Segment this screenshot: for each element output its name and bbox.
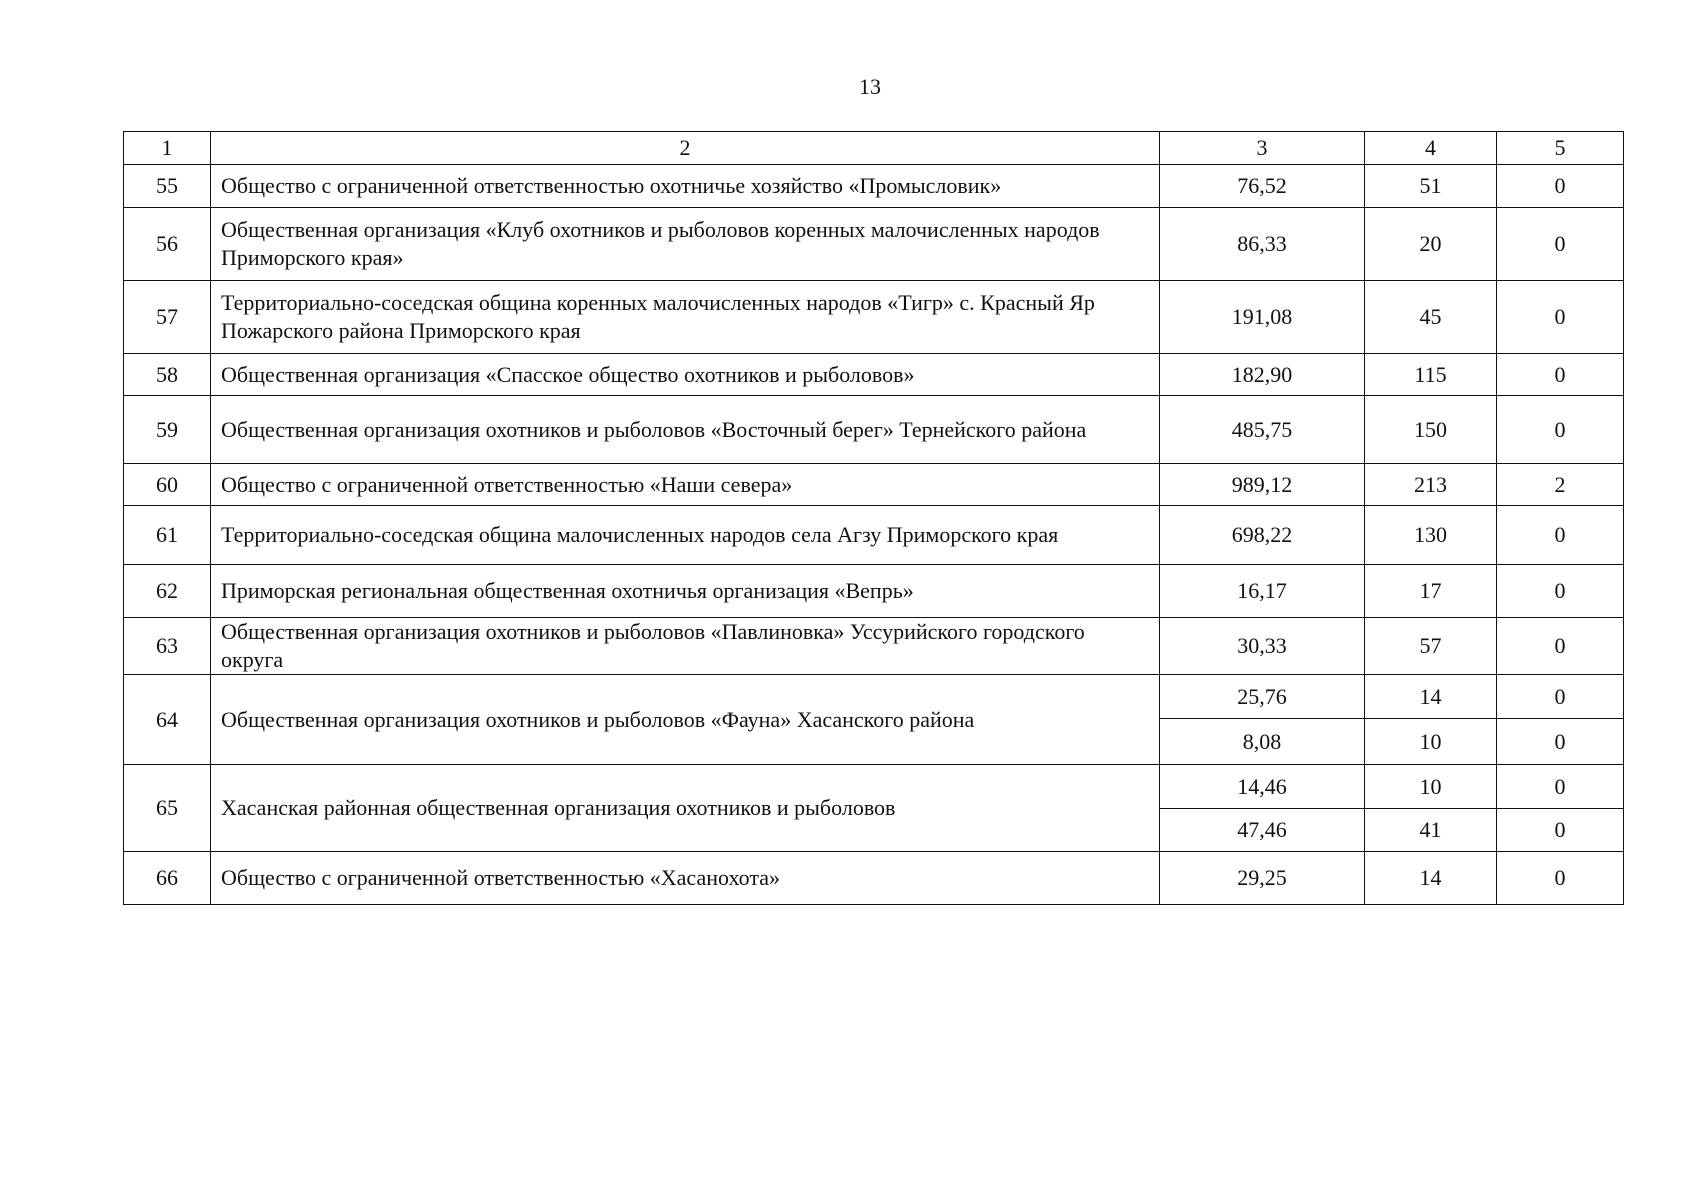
organization-name: Общественная организация охотников и рыболовов «Восточный берег» Тернейского района	[211, 396, 1160, 464]
row-number: 61	[124, 506, 211, 565]
table-row	[124, 675, 1624, 719]
area-value: 25,76	[1160, 675, 1365, 719]
table-row	[124, 396, 1624, 464]
col5-value: 0	[1497, 565, 1624, 618]
col5-value: 0	[1497, 809, 1624, 852]
row-number: 59	[124, 396, 211, 464]
row-number: 62	[124, 565, 211, 618]
count-value: 17	[1365, 565, 1497, 618]
row-number: 57	[124, 281, 211, 354]
count-value: 10	[1365, 719, 1497, 765]
col5-value: 0	[1497, 765, 1624, 809]
area-value: 14,46	[1160, 765, 1365, 809]
organization-name: Общество с ограниченной ответственностью «Наши севера»	[211, 464, 1160, 506]
table-row	[124, 165, 1624, 208]
organization-name: Общество с ограниченной ответственностью охотничье хозяйство «Промысловик»	[211, 165, 1160, 208]
area-value: 485,75	[1160, 396, 1365, 464]
organization-name: Хасанская районная общественная организация охотников и рыболовов	[211, 765, 1160, 852]
count-value: 10	[1365, 765, 1497, 809]
col5-value: 0	[1497, 852, 1624, 905]
table-row	[124, 281, 1624, 354]
count-value: 41	[1365, 809, 1497, 852]
count-value: 57	[1365, 618, 1497, 675]
col5-value: 0	[1497, 208, 1624, 281]
area-value: 698,22	[1160, 506, 1365, 565]
row-number: 55	[124, 165, 211, 208]
count-value: 45	[1365, 281, 1497, 354]
table-row	[124, 565, 1624, 618]
table-row	[124, 464, 1624, 506]
col5-value: 0	[1497, 281, 1624, 354]
area-value: 989,12	[1160, 464, 1365, 506]
organization-name: Территориально-соседская община коренных малочисленных народов «Тигр» с. Красный Яр Пожарского района Приморского края	[211, 281, 1160, 354]
table-row	[124, 852, 1624, 905]
organization-name: Территориально-соседская община малочисленных народов села Агзу Приморского края	[211, 506, 1160, 565]
table-row	[124, 208, 1624, 281]
organization-name: Общественная организация охотников и рыболовов «Павлиновка» Уссурийского городского округа	[211, 618, 1160, 675]
area-value: 29,25	[1160, 852, 1365, 905]
row-number: 63	[124, 618, 211, 675]
count-value: 213	[1365, 464, 1497, 506]
table-row	[124, 506, 1624, 565]
column-header: 3	[1160, 132, 1365, 165]
col5-value: 0	[1497, 354, 1624, 396]
area-value: 86,33	[1160, 208, 1365, 281]
count-value: 150	[1365, 396, 1497, 464]
area-value: 8,08	[1160, 719, 1365, 765]
area-value: 47,46	[1160, 809, 1365, 852]
column-header: 5	[1497, 132, 1624, 165]
count-value: 115	[1365, 354, 1497, 396]
row-number: 56	[124, 208, 211, 281]
table-row	[124, 618, 1624, 675]
row-number: 64	[124, 675, 211, 765]
count-value: 14	[1365, 852, 1497, 905]
col5-value: 0	[1497, 506, 1624, 565]
table-row	[124, 765, 1624, 809]
col5-value: 2	[1497, 464, 1624, 506]
row-number: 60	[124, 464, 211, 506]
organization-name: Приморская региональная общественная охотничья организация «Вепрь»	[211, 565, 1160, 618]
area-value: 16,17	[1160, 565, 1365, 618]
count-value: 20	[1365, 208, 1497, 281]
organization-name: Общество с ограниченной ответственностью «Хасанохота»	[211, 852, 1160, 905]
column-header: 4	[1365, 132, 1497, 165]
table-row	[124, 354, 1624, 396]
count-value: 130	[1365, 506, 1497, 565]
organization-name: Общественная организация охотников и рыболовов «Фауна» Хасанского района	[211, 675, 1160, 765]
column-header: 1	[124, 132, 211, 165]
col5-value: 0	[1497, 396, 1624, 464]
area-value: 182,90	[1160, 354, 1365, 396]
col5-value: 0	[1497, 618, 1624, 675]
area-value: 30,33	[1160, 618, 1365, 675]
table-header-row	[124, 132, 1624, 165]
area-value: 191,08	[1160, 281, 1365, 354]
count-value: 14	[1365, 675, 1497, 719]
col5-value: 0	[1497, 675, 1624, 719]
row-number: 65	[124, 765, 211, 852]
data-table	[123, 131, 1624, 905]
row-number: 58	[124, 354, 211, 396]
organization-name: Общественная организация «Клуб охотников и рыболовов коренных малочисленных народов Приморского края»	[211, 208, 1160, 281]
col5-value: 0	[1497, 165, 1624, 208]
count-value: 51	[1365, 165, 1497, 208]
page-number: 13	[859, 74, 881, 99]
column-header: 2	[211, 132, 1160, 165]
row-number: 66	[124, 852, 211, 905]
organization-name: Общественная организация «Спасское общество охотников и рыболовов»	[211, 354, 1160, 396]
area-value: 76,52	[1160, 165, 1365, 208]
col5-value: 0	[1497, 719, 1624, 765]
